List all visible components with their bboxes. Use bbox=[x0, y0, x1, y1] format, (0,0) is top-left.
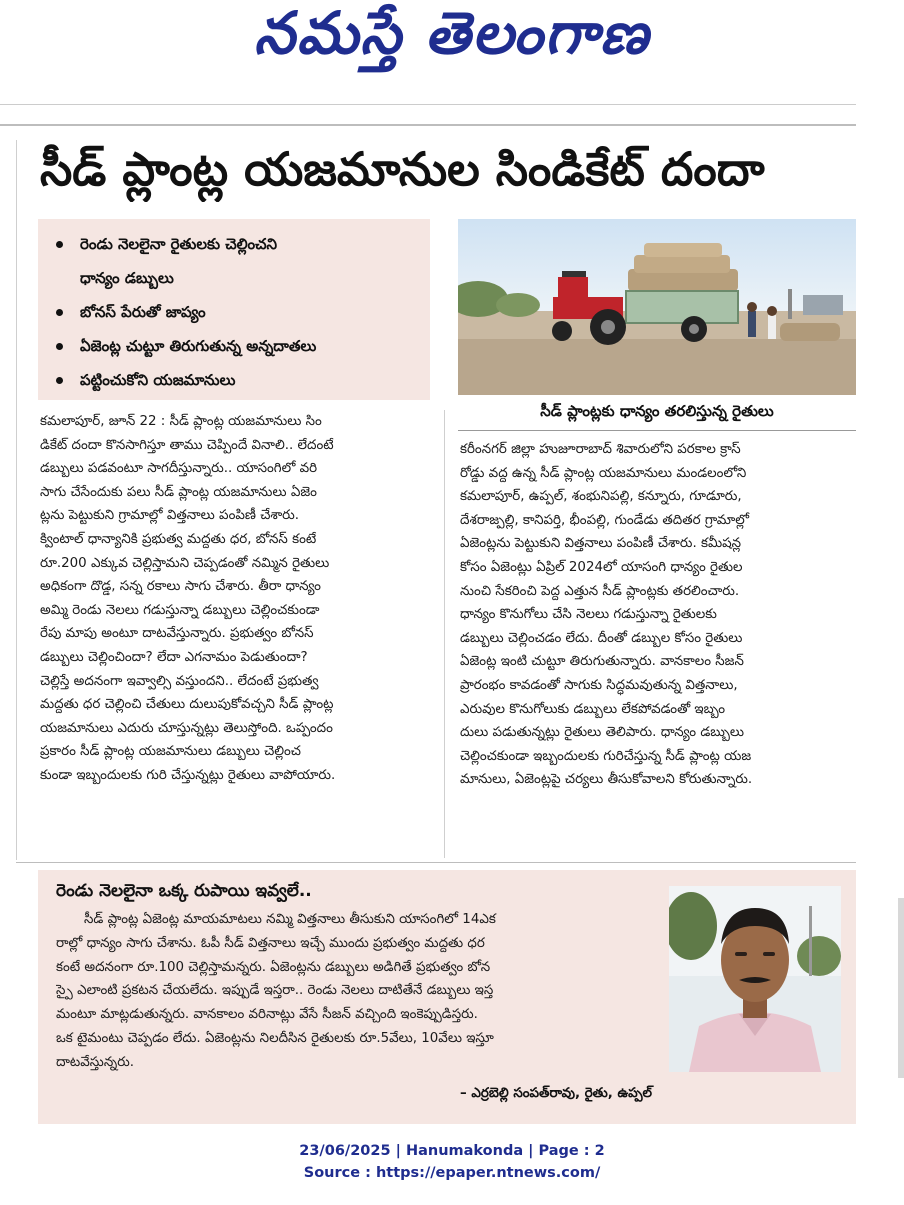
text-line: దేశరాజ్పల్లి, కానిపర్తి, భీంపల్లి, గుండేడు తదితర గ్రామాల్లో bbox=[460, 512, 750, 528]
text-line: చెల్లిస్తే అదనంగా ఇవ్వాల్సి వస్తుందని.. లేదంటే ప్రభుత్వ bbox=[40, 673, 319, 689]
photo-caption: సీడ్ ప్లాంట్లకు ధాన్యం తరలిస్తున్న రైతులు bbox=[540, 402, 774, 420]
text-line: మానులు, ఏజెంట్లపై చర్యలు తీసుకోవాలని కోరుతున్నారు. bbox=[460, 772, 753, 788]
top-divider bbox=[0, 104, 856, 105]
bullet-icon bbox=[56, 309, 63, 316]
text-line: కుండా ఇబ్బందులకు గురి చేస్తున్నట్లు రైతులు వాపోయారు. bbox=[40, 767, 336, 783]
highlights-box bbox=[38, 219, 430, 400]
bullet-icon bbox=[56, 241, 63, 248]
text-line: నుంచి సేకరించి పెద్ద ఎత్తున సీడ్ ప్లాంట్లకు తరలించారు. bbox=[460, 583, 740, 599]
text-line: కోసం ఏజెంట్లు ఏప్రిల్ 2024లో యాసంగి ధాన్యం రైతుల bbox=[460, 559, 743, 575]
edge-strip bbox=[898, 898, 904, 1078]
top-divider-2 bbox=[0, 124, 856, 126]
quote-signature: – ఎర్రబెల్లి సంపత్‌రావు, రైతు, ఉప్పల్ bbox=[460, 1086, 652, 1101]
text-line: ట్లను పెట్టుకుని గ్రామాల్లో విత్తనాలు పంపిణీ చేశారు. bbox=[40, 508, 300, 524]
text-line: ఏజెంట్ల ఇంటి చుట్టూ తిరుగుతున్నారు. వానకాలం సీజన్ bbox=[460, 654, 744, 670]
text-line: ఎరువుల కొనుగోలుకు డబ్బులు లేకపోవడంతో ఇబ్బం bbox=[460, 701, 726, 717]
text-line: దులు పడుతున్నట్లు రైతులు తెలిపారు. ధాన్యం డబ్బులు bbox=[460, 725, 745, 741]
quote-line: మంటూ మాట్లడుతున్నరు. వానకాలం వరినాట్లు వేసే సీజన్ వచ్చింది ఇంకెప్పుడిస్తరు. bbox=[56, 1007, 478, 1023]
text-line: చెల్లించకుండా ఇబ్బందులకు గురిచేస్తున్న సీడ్ ప్లాంట్ల యజ bbox=[460, 748, 752, 764]
bullet-icon bbox=[56, 377, 63, 384]
article-headline: సీడ్ ప్లాంట్ల యజమానుల సిండికేట్ దందా bbox=[40, 142, 765, 196]
column-divider bbox=[444, 410, 445, 858]
text-line: మద్దతు ధర చెల్లించి చేతులు దులుపుకోవచ్చని సీడ్ ప్లాంట్ల bbox=[40, 697, 334, 713]
quote-line: సీడ్ ప్లాంట్ల ఏజెంట్ల మాయమాటలు నమ్మి విత్తనాలు తీసుకుని యాసంగిలో 14ఎక bbox=[84, 912, 496, 927]
text-line: డబ్బులు పడవంటూ సాగదీస్తున్నారు.. యాసంగిలో వరి bbox=[40, 461, 318, 477]
text-line: కమలాపూర్, ఉప్పల్, శంభునిపల్లి, కన్నూరు, గూడూరు, bbox=[460, 489, 742, 505]
farmer-portrait-illustration bbox=[669, 886, 841, 1072]
article-column-right bbox=[460, 438, 856, 792]
quote-line: దాటవేస్తున్నరు. bbox=[56, 1054, 135, 1070]
text-line: రూ.200 ఎక్కువ చెల్లిస్తామని చెప్పడంతో నమ్మిన రైతులు bbox=[40, 555, 330, 571]
text-line: ఏజెంట్లను పెట్టుకుని విత్తనాలు పంపిణీ చేశారు. కమీషన్ల bbox=[460, 536, 742, 552]
quote-body bbox=[56, 908, 662, 1075]
text-line: కరీంనగర్ జిల్లా హుజూరాబాద్ శివారులోని పరకాల క్రాస్ bbox=[460, 442, 741, 457]
caption-divider bbox=[458, 430, 856, 431]
quote-line: స్పై ఎలాంటి ప్రకటన చేయలేదు. ఇప్పుడే ఇస్తరా.. రెండు నెలలు దాటితేనే డబ్బులు ఇస్త bbox=[56, 983, 494, 999]
text-line: సాగు చేసేందుకు పలు సీడ్ ప్లాంట్ల యజమానులు ఏజెం bbox=[40, 484, 317, 500]
text-line: యజమానులు ఎదురు చూస్తున్నట్లు తెలుస్తోంది. ఒప్పందం bbox=[40, 720, 333, 736]
text-line: డబ్బులు చెల్లించడం లేదు. దీంతో డబ్బుల కోసం రైతులు bbox=[460, 630, 743, 646]
masthead-title: నమస్తే తెలంగాణ bbox=[254, 0, 650, 67]
section-divider bbox=[16, 862, 856, 863]
footer-date-line: 23/06/2025 | Hanumakonda | Page : 2 bbox=[299, 1143, 605, 1159]
text-line: డికేట్ దందా కొనసాగిస్తూ తాము చెప్పిందే వినాలి.. లేదంటే bbox=[40, 437, 334, 453]
highlight-item: రెండు నెలలైనా రైతులకు చెల్లించని bbox=[52, 227, 422, 261]
text-line: అధికంగా దొడ్డ, సన్న రకాలు సాగు చేశారు. తీరా ధాన్యం bbox=[40, 579, 321, 595]
quote-line: కంటే అదనంగా రూ.100 చెల్లిస్తామన్నరు. ఏజెంట్లను డబ్బులు అడిగితే ప్రభుత్వం బోన bbox=[56, 959, 491, 975]
article-column-left bbox=[40, 410, 432, 788]
text-line: అమ్మి రెండు నెలలు గడుస్తున్నా డబ్బులు చెల్లించకుండా bbox=[40, 602, 320, 618]
text-line: క్వింటాల్ ధాన్యానికి ప్రభుత్వ మద్దతు ధర, బోనస్ కంటే bbox=[40, 531, 317, 547]
highlight-item: బోనస్ పేరుతో జాప్యం bbox=[52, 295, 422, 329]
text-line: కమలాపూర్, జూన్ 22 : సీడ్ ప్లాంట్ల యజమానులు సిం bbox=[40, 414, 322, 429]
highlight-item: ధాన్యం డబ్బులు bbox=[80, 269, 174, 287]
quote-line: ఒక టైమంటు చెప్పడం లేదు. ఏజెంట్లను నిలదీసిన రైతులకు రూ.5వేలు, 10వేలు ఇస్తూ bbox=[56, 1030, 494, 1046]
highlight-item: ఏజెంట్ల చుట్టూ తిరుగుతున్న అన్నదాతలు bbox=[52, 329, 422, 363]
tractor-photo-illustration bbox=[458, 219, 856, 395]
quote-title: రెండు నెలలైనా ఒక్క రుపాయి ఇవ్వలే.. bbox=[56, 881, 312, 901]
text-line: రోడ్డు వద్ద ఉన్న సీడ్ ప్లాంట్ల యజమానులు మండలంలోని bbox=[460, 465, 747, 481]
text-line: ప్రకారం సీడ్ ప్లాంట్ల యజమానులు డబ్బులు చెల్లించ bbox=[40, 744, 301, 760]
text-line: ప్రారంభం కావడంతో సాగుకు సిద్ధమవుతున్న విత్తనాలు, bbox=[460, 677, 738, 693]
text-line: ధాన్యం కొనుగోలు చేసి నెలలు గడుస్తున్నా రైతులకు bbox=[460, 607, 717, 623]
farmer-portrait bbox=[669, 886, 841, 1072]
left-margin-rule bbox=[16, 140, 17, 860]
highlight-item: పట్టించుకోని యజమానులు bbox=[52, 363, 422, 397]
text-line: డబ్బులు చెల్లించిందా? లేదా ఎగనామం పెడుతుందా? bbox=[40, 649, 308, 665]
text-line: రేపు మాపు అంటూ దాటవేస్తున్నారు. ప్రభుత్వం బోనస్ bbox=[40, 626, 314, 642]
masthead-logo bbox=[0, 0, 904, 80]
quote-line: రాల్లో ధాన్యం సాగు చేశాను. ఓపీ సీడ్ విత్తనాలు ఇచ్చే ముందు ప్రభుత్వం మద్దతు ధర bbox=[56, 935, 485, 951]
bullet-icon bbox=[56, 343, 63, 350]
tractor-photo bbox=[458, 219, 856, 395]
page-footer bbox=[0, 1140, 904, 1184]
footer-source-line: Source : https://epaper.ntnews.com/ bbox=[303, 1165, 601, 1181]
